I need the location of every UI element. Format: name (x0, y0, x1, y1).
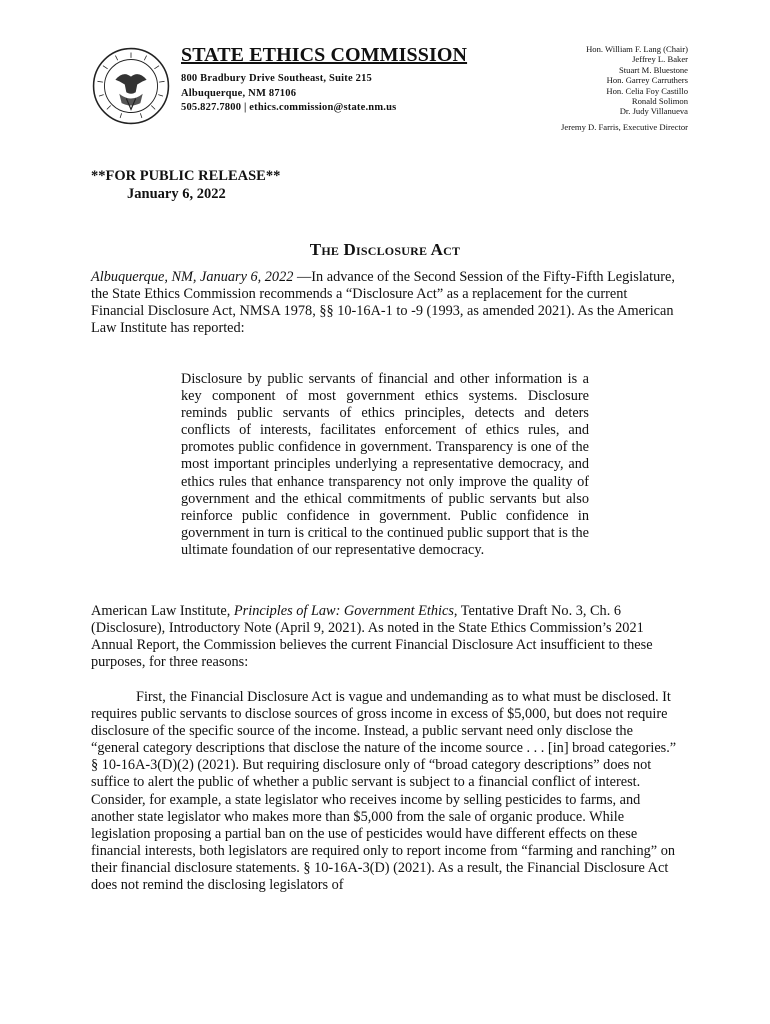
member-name: Stuart M. Bluestone (619, 64, 688, 75)
intro-text: —In advance of the Second Session of the Fifty-Fifth Legislature, the State Ethics Commission recommends a “Disclosure Act” as a replacement for the current Financial Disclosure Act, NMSA 1978, §§ 10-16A-1 to -9 (1993, as amended 2021). As the American Law Institute has reported: (91, 269, 675, 337)
org-name: STATE ETHICS COMMISSION (181, 44, 468, 66)
dateline: Albuquerque, NM, January 6, 2022 (91, 269, 294, 285)
reason-paragraph-1 (91, 689, 679, 894)
address-line-2: Albuquerque, NM 87106 (181, 87, 297, 99)
intro-paragraph (91, 269, 679, 337)
member-name: Hon. William F. Lang (Chair) (586, 44, 688, 54)
release-label: **FOR PUBLIC RELEASE** (91, 168, 281, 184)
executive-director: Jeremy D. Farris, Executive Director (561, 122, 688, 132)
commission-members (586, 44, 688, 117)
member-name: Hon. Celia Foy Castillo (606, 85, 688, 96)
citation-paragraph (91, 603, 679, 671)
member-name: Jeffrey L. Baker (632, 54, 688, 65)
block-quote: Disclosure by public servants of financial and other information is a key component of most government ethics systems. Disclosure reminds public servants of ethics principles, detects and deters conflicts of interests, facilitates enforcement of ethics rules, and promotes public confidence in government. Transparency is one of the most important principles underlying a representative democracy, and ethics rules that enhance transparency not only improve the quality of government and the ethical commitments of public servants but also reinforce public confidence in government. Public confidence in government in turn is critical to the continued public support that is the ultimate foundation of our representative democracy. (181, 371, 589, 558)
citation-text: , Tentative Draft No. 3, Ch. 6 (Disclosure), Introductory Note (April 9, 2021). As noted in the State Ethics Commission’s 2021 Annual Report, the Commission believes the current Financial Disclosure Act insufficient to these purposes, for three reasons: (91, 603, 653, 671)
release-date: January 6, 2022 (127, 186, 226, 202)
document-title: The Disclosure Act (309, 240, 461, 259)
member-name: Dr. Judy Villanueva (619, 106, 688, 117)
member-name: Ronald Solimon (631, 96, 688, 107)
member-name: Hon. Garrey Carruthers (606, 75, 688, 86)
release-block (91, 167, 280, 203)
state-seal-logo (92, 47, 170, 125)
address-line-1: 800 Bradbury Drive Southeast, Suite 215 (181, 73, 372, 84)
citation-title: Principles of Law: Government Ethics (233, 603, 454, 619)
org-header (181, 44, 471, 116)
reason-text: First, the Financial Disclosure Act is vague and undemanding as to what must be disclosed. It requires public servants to disclose sources of gross income in excess of $5,000, but does not require disclosure of the specific source of the income. Instead, a public servant need only disclose the “general category descriptions that disclose the nature of the income source . . . [in] broad categories.” § 10-16A-3(D)(2) (2021). But requiring disclosure only of “broad category descriptions” does not suffice to alert the public of whether a public servant is subject to a financial conflict of interest. Consider, for example, a state legislator who receives income by selling pesticides to farms, and another state legislator who makes more than $5,000 from the sale of organic produce. While legislation proposing a partial ban on the use of pesticides would have different effects on these financial interests, both legislators are required only to report income from “farming and ranching” on their financial disclosure statements. § 10-16A-3(D) (2021). As a result, the Financial Disclosure Act does not remind the disclosing legislators of (91, 689, 677, 894)
contact-line: 505.827.7800 | ethics.commission@state.nm.us (181, 102, 397, 113)
citation-lead: American Law Institute, (91, 603, 234, 619)
